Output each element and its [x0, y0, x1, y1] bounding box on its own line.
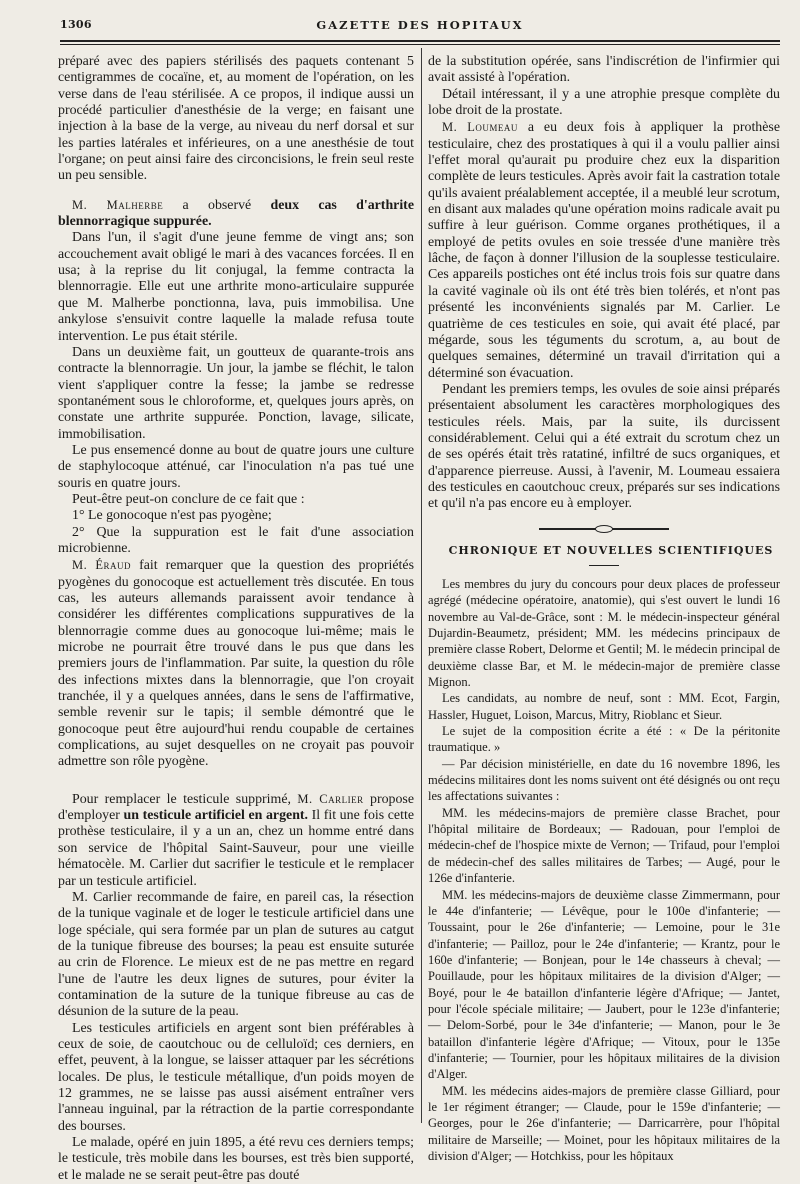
author-name: M. Éraud: [72, 558, 132, 573]
text-run: Pour remplacer le testicule supprimé,: [72, 791, 298, 807]
paragraph-malherbe: [58, 197, 414, 231]
text-run: a observé: [163, 197, 271, 213]
page-header: [60, 16, 780, 38]
section-rule: [589, 565, 619, 566]
topic-title: deux cas d'arthrite blennorragique suppurée.: [58, 197, 414, 230]
chronicle-section: [428, 576, 780, 1164]
paragraph: Le sujet de la composition écrite a été : « De la péritonite traumatique. »: [428, 724, 780, 755]
topic-title: un testicule artificiel en argent.: [123, 808, 309, 824]
paragraph: MM. les médecins aides-majors de première classe Gilliard, pour le 1er régiment étranger; — Claude, pour le 159e d'infanterie; — Georges, pour le 26e d'infanterie; — Darricarrère, pour l'hôpital militaire de Marseille; — Moinet, pour les hôpitaux militaires de la division d'Alger; — Hotchkiss, pour les hôpitaux: [428, 1083, 780, 1163]
paragraph-carlier: [58, 791, 414, 890]
list-item: 1° Le gonocoque n'est pas pyogène;: [72, 508, 272, 524]
paragraph: Le pus ensemencé donne au bout de quatre jours une culture de staphylocoque atténué, car l'inoculation n'a pas tué une souris en quatre jours.: [58, 442, 414, 491]
paragraph: Les membres du jury du concours pour deux places de professeur agrégé (médecine opératoire, anatomie), qui s'est ouvert le lundi 16 novembre au Val-de-Grâce, sont : M. le médecin-inspecteur général Dujardin-Beaumetz, président; MM. les médecins principaux de première classe Robert, Delorme et Gentil; M. le médecin principal de deuxième classe Bar, et M. le médecin-major de première classe Mignon.: [428, 576, 780, 690]
header-rule-thin: [60, 44, 780, 45]
paragraph: — Par décision ministérielle, en date du 16 novembre 1896, les médecins militaires dont les noms suivent ont été désignés ou ont reçu les affectations suivantes :: [428, 756, 780, 804]
paragraph: de la substitution opérée, sans l'indiscrétion de l'infirmier qui avait assisté à l'opération.: [428, 54, 780, 86]
left-column: [58, 54, 414, 1184]
section-title: CHRONIQUE ET NOUVELLES SCIENTIFIQUES: [448, 543, 774, 557]
author-name: M. Malherbe: [72, 197, 164, 212]
paragraph: Peut-être peut-on conclure de ce fait que :: [72, 491, 305, 507]
paragraph: Le malade, opéré en juin 1895, a été revu ces derniers temps; le testicule, très mobile dans les bourses, est très bien supporté, et le malade ne se serait peut-être pas douté: [58, 1135, 414, 1183]
page-number: 1306: [60, 18, 92, 31]
paragraph: MM. les médecins-majors de première classe Brachet, pour l'hôpital militaire de Bordeaux; — Radouan, pour l'emploi de médecin-chef de l'hospice mixte de Vernon; — Trifaud, pour l'emploi de médecin-chef des salles militaires de Tarbes; — Augé, pour le 126e d'infanterie.: [428, 805, 780, 886]
paragraph: Dans l'un, il s'agit d'une jeune femme de vingt ans; son accouchement avait obligé le mari à des vacances forcées. Il en usa; à la reprise du lit conjugal, la femme contracta la blennorragie. Elle eut une arthrite mono-articulaire suppurée que M. Malherbe ponctionna, lava, puis immobilisa. Une ankylose s'ensuivit contre laquelle la malade refusa toute intervention. Le pus était stérile.: [58, 230, 414, 344]
paragraph: Dans un deuxième fait, un goutteux de quarante-trois ans contracte la blennorragie. Un jour, la jambe se fléchit, le talon vient s'appliquer contre la fesse; la jambe se redresse spontanément sous le chloroforme, et, quelques jours après, on constate une arthrite suppurée. Ponction, lavage, silicate, immobilisation.: [58, 344, 414, 442]
paragraph: MM. les médecins-majors de deuxième classe Zimmermann, pour le 44e d'infanterie; — Lévêque, pour le 100e d'infanterie; — Toussaint, pour le 26e d'infanterie; — Lemoine, pour le 31e d'infanterie; — Pailloz, pour le 24e d'infanterie; — Krantz, pour le 160e d'infanterie; — Bonjean, pour le 14e chasseurs à cheval; — Pouillaude, pour les hôpitaux militaires de la division d'Alger; — Boyé, pour le 4e bataillon d'infanterie légère d'Afrique; — Jantet, pour l'école spéciale militaire; — Jaubert, pour le 123e d'infanterie; — Delom-Sorbé, pour le 34e d'infanterie; — Manon, pour le 3e bataillon d'infanterie légère d'Afrique; — Vitoux, pour le 135e d'infanterie; — Tournier, pour les hôpitaux militaires de la division d'Alger.: [428, 887, 780, 1082]
text-run: Il fit une fois cette prothèse testiculaire, il y a un an, chez un homme entré dans son service de l'hôpital Saint-Sauveur, pour une vieille hématocèle. M. Carlier dut sacrifier le testicule et le remplacer par un testicule artificiel.: [58, 808, 414, 889]
text-run: fait remarquer que la question des propriétés pyogènes du gonocoque est actuellement très discutée. En tous cas, les auteurs allemands paraissent avoir tendance à considérer les différentes complications suppuratives de la blennorragie comme dues au gonocoque lui-même; mais le microbe ne pourrait être trouvé dans le pus que dans les premiers jours de l'inflammation. Par suite, la question du rôle des infections mixtes dans la blennorragie, que l'on croyait tranchée, il y a quelques années, dans le sens de l'affirmative, semble revenir sur le tapis; il semble démontré que le gonocoque peut être aujourd'hui rendu coupable de certaines complications, au sujet desquelles on ne croyait pas pouvoir admettre son rôle pyogène.: [58, 558, 414, 770]
author-name: M. Carlier: [297, 791, 364, 806]
ornament-divider: [539, 525, 669, 533]
text-run: propose d'employer: [58, 791, 415, 824]
header-rule-thick: [60, 40, 780, 42]
paragraph: Les testicules artificiels en argent sont bien préférables à ceux de soie, de caoutchouc ou de celluloïd; ces derniers, en effet, peuvent, à la longue, se laisser attaquer par les sécrétions locales. De plus, le testicule métallique, d'un poids moyen de 12 grammes, ne se laisse pas aussi aisément entraîner vers l'anneau inguinal, par la rétraction de la partie correspondante des bourses.: [58, 1020, 414, 1134]
paragraph: M. Carlier recommande de faire, en pareil cas, la résection de la tunique vaginale et de loger le testicule artificiel dans une loge spéciale, qui sera formée par un plan de sutures au catgut de la tunique fibreuse des bourses; la peau est ensuite suturée au crin de Florence. Le mieux est de ne pas mettre en regard l'une de l'autre les deux lignes de sutures, pour éviter la contamination de la suture de la tunique fibreuse au cas de désunion de la suture de la peau.: [58, 889, 414, 1020]
paragraph: préparé avec des papiers stérilisés des paquets contenant 5 centigrammes de cocaïne, et, au moment de l'opération, on les verse dans de l'eau stérilisée. A ce propos, il indique aussi un procédé particulier d'anesthésie de la verge; en faisant une injection à la base de la verge, au niveau du nerf dorsal et sur les parties latérales et inférieures, on a une anesthésie de tout l'organe; on peut ainsi faire des circoncisions, le frein seul reste un peu sensible.: [58, 54, 414, 184]
text-run: a eu deux fois à appliquer la prothèse testiculaire, chez des prostatiques à qui il a voulu pallier ainsi l'effet moral qu'aurait pu produire chez eux la disparition complète de leurs testicules. Après avoir fait la castration totale qu'ils avaient préalablement acceptée, il a meublé leur scrotum, en disant aux malades qu'une opération moins radicale avait pu suffire à leur guérison. Comme organes prothétiques, il a employé de petits ovules en soie tressée d'une manière très lâche, de façon à donner l'illusion de la souplesse testiculaire. Ces appareils postiches ont été inclus trois fois sur quatre dans la cavité vaginale où ils ont été très bien tolérés, et n'ont pas présenté les inconvénients signalés par M. Carlier. Le quatrième de ces testicules en soie, qui avait été placé, par mégarde, sous les téguments du scrotum, a, au bout de quelques semaines, déterminé un travail d'irritation qui a déterminé son évacuation.: [428, 120, 780, 381]
paragraph-loumeau: [428, 119, 780, 382]
list-item: 2° Que la suppuration est le fait d'une association microbienne.: [58, 524, 414, 556]
paragraph: Les candidats, au nombre de neuf, sont : MM. Ecot, Fargin, Hassler, Huguet, Loison, Marcus, Mitry, Rioblanc et Sieur.: [428, 691, 780, 722]
author-name: M. Loumeau: [442, 120, 518, 135]
paragraph: Pendant les premiers temps, les ovules de soie ainsi préparés présentaient absolument les caractères morphologiques des testicules réels. Mais, par la suite, ils durcissent considérablement. Celui qui a été extrait du scrotum chez un de ses opérés était très ratatiné, infiltré de sucs organiques, et d'apparence pierreuse. Aussi, à l'avenir, M. Loumeau essaiera des testicules en caoutchouc creux, préparés sur ses indications et qu'il n'a pas encore eu à employer.: [428, 381, 780, 512]
right-column: [428, 54, 780, 1164]
paragraph-eraud: [58, 557, 414, 770]
column-divider: [421, 48, 422, 1123]
paragraph: Détail intéressant, il y a une atrophie presque complète du lobe droit de la prostate.: [428, 86, 780, 119]
journal-title: GAZETTE DES HOPITAUX: [316, 18, 524, 32]
